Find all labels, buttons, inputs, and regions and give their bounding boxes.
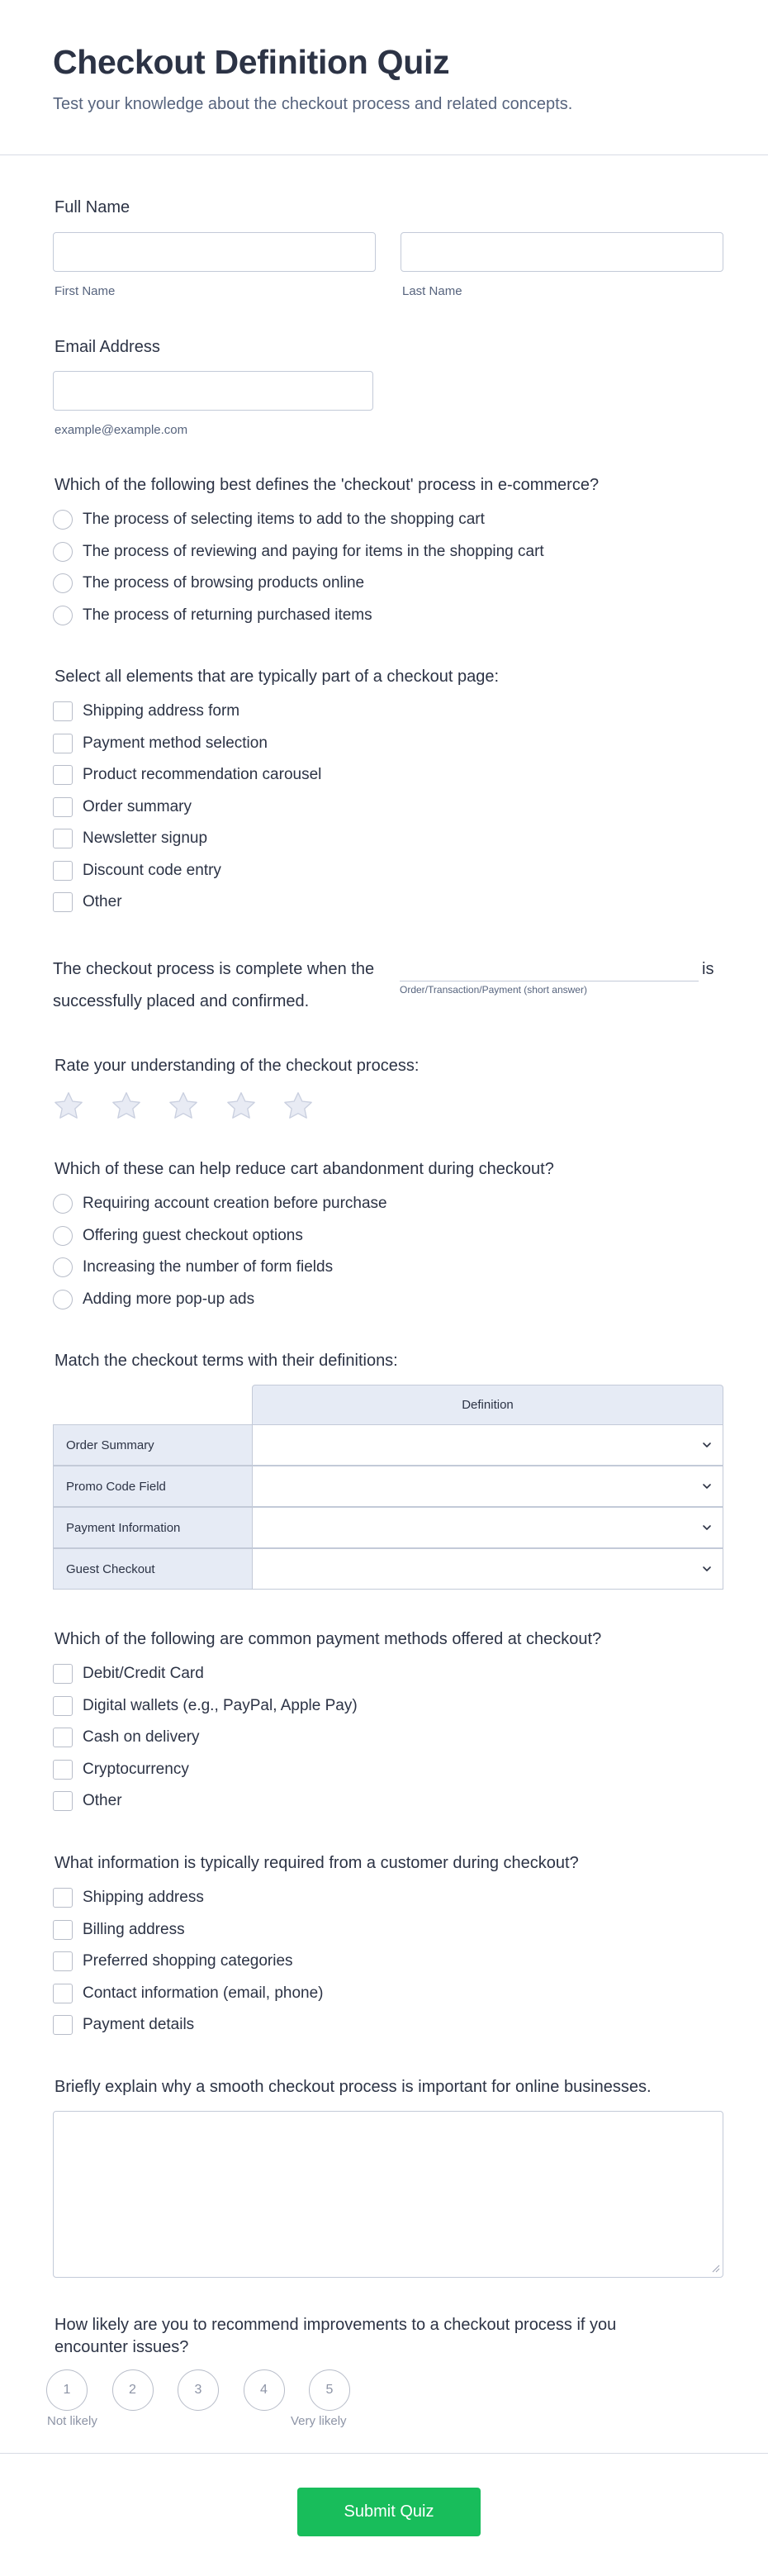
chevron-down-icon [701, 1522, 713, 1533]
star-icon[interactable] [281, 1090, 315, 1123]
question-info-option[interactable] [53, 1888, 204, 1908]
resize-handle-icon[interactable] [712, 2265, 720, 2273]
option-label: Shipping address form [83, 702, 240, 720]
radio-button[interactable] [53, 1226, 73, 1246]
scale-option[interactable]: 5 [309, 2369, 350, 2411]
radio-button[interactable] [53, 1194, 73, 1214]
question-abandon-option[interactable] [53, 1226, 303, 1246]
fill-blank-text-before: The checkout process is complete when the [53, 960, 375, 978]
option-label: The process of returning purchased items [83, 606, 372, 624]
footer-divider [0, 2453, 768, 2454]
radio-button[interactable] [53, 1257, 73, 1277]
question-info-option[interactable] [53, 1984, 323, 2003]
scale-option[interactable]: 2 [112, 2369, 154, 2411]
option-label: Other [83, 1792, 122, 1809]
matrix-dropdown[interactable] [252, 1507, 723, 1548]
star-icon[interactable] [109, 1090, 144, 1123]
scale-caption-low: Not likely [47, 2414, 97, 2428]
question-abandon-option[interactable] [53, 1257, 333, 1277]
matrix-dropdown[interactable] [252, 1466, 723, 1507]
page-subtitle: Test your knowledge about the checkout process and related concepts. [53, 95, 573, 113]
checkbox[interactable] [53, 734, 73, 753]
question-define-option[interactable] [53, 573, 364, 593]
option-label: Cash on delivery [83, 1728, 200, 1746]
last-name-sublabel: Last Name [402, 284, 462, 298]
question-scale-label-line2: encounter issues? [55, 2338, 189, 2356]
matrix-row [53, 1548, 723, 1590]
scale-option[interactable]: 4 [244, 2369, 285, 2411]
option-label: Payment details [83, 2016, 195, 2033]
matrix-row-label: Order Summary [53, 1424, 253, 1466]
matrix-row-label: Guest Checkout [53, 1548, 253, 1590]
matrix-dropdown[interactable] [252, 1424, 723, 1466]
question-elements-option[interactable] [53, 861, 221, 881]
option-label: Payment method selection [83, 734, 268, 752]
option-label: Other [83, 893, 122, 910]
rating-label: Rate your understanding of the checkout process: [55, 1057, 420, 1075]
matrix-row [53, 1424, 723, 1466]
question-scale-label-line1: How likely are you to recommend improvements to a checkout process if you [55, 2316, 617, 2334]
matrix-dropdown[interactable] [252, 1548, 723, 1590]
question-explain-label: Briefly explain why a smooth checkout process is important for online businesses. [55, 2078, 652, 2096]
option-label: Product recommendation carousel [83, 766, 322, 783]
chevron-down-icon [701, 1439, 713, 1451]
option-label: Shipping address [83, 1889, 204, 1906]
checkbox[interactable] [53, 1951, 73, 1971]
checkbox[interactable] [53, 1760, 73, 1780]
question-define-option[interactable] [53, 606, 372, 625]
question-elements-label: Select all elements that are typically part of a checkout page: [55, 668, 500, 686]
checkbox[interactable] [53, 765, 73, 785]
email-sublabel: example@example.com [55, 423, 188, 437]
question-define-option[interactable] [53, 510, 485, 530]
radio-button[interactable] [53, 573, 73, 593]
checkbox[interactable] [53, 892, 73, 912]
checkbox[interactable] [53, 1984, 73, 2003]
checkbox[interactable] [53, 2015, 73, 2035]
email-input[interactable] [53, 371, 373, 411]
first-name-sublabel: First Name [55, 284, 116, 298]
radio-button[interactable] [53, 542, 73, 562]
question-define-label: Which of the following best defines the 'checkout' process in e-commerce? [55, 476, 600, 494]
option-label: The process of reviewing and paying for items in the shopping cart [83, 542, 544, 560]
matrix-column-definition: Definition [252, 1385, 723, 1425]
form-header [0, 0, 768, 155]
explain-textarea[interactable] [53, 2111, 723, 2278]
question-abandon-label: Which of these can help reduce cart abandonment during checkout? [55, 1160, 554, 1178]
checkbox[interactable] [53, 861, 73, 881]
question-elements-option[interactable] [53, 829, 207, 848]
option-label: Contact information (email, phone) [83, 1984, 324, 2002]
question-abandon-option[interactable] [53, 1290, 254, 1309]
full-name-label: Full Name [55, 198, 130, 216]
option-label: Offering guest checkout options [83, 1226, 303, 1244]
option-label: Preferred shopping categories [83, 1952, 293, 1970]
question-info-label: What information is typically required from a customer during checkout? [55, 1854, 579, 1872]
option-label: Requiring account creation before purchase [83, 1195, 387, 1212]
last-name-input[interactable] [401, 232, 723, 272]
submit-button[interactable]: Submit Quiz [297, 2488, 481, 2536]
checkbox[interactable] [53, 1728, 73, 1747]
question-payment-option[interactable] [53, 1696, 358, 1716]
star-icon[interactable] [166, 1090, 201, 1123]
fill-blank-text-after: is [702, 960, 714, 978]
scale-caption-high: Very likely [291, 2414, 347, 2428]
question-elements-option[interactable] [53, 892, 122, 912]
matrix-row-label: Promo Code Field [53, 1466, 253, 1507]
fill-blank-input[interactable] [400, 958, 699, 981]
option-label: Digital wallets (e.g., PayPal, Apple Pay) [83, 1696, 358, 1714]
checkbox[interactable] [53, 1791, 73, 1811]
matrix-row-label: Payment Information [53, 1507, 253, 1548]
email-label: Email Address [55, 338, 160, 356]
checkbox[interactable] [53, 829, 73, 848]
radio-button[interactable] [53, 510, 73, 530]
checkbox[interactable] [53, 1920, 73, 1940]
question-match-label: Match the checkout terms with their definitions: [55, 1352, 398, 1370]
checkbox[interactable] [53, 1696, 73, 1716]
checkbox[interactable] [53, 701, 73, 721]
question-payment-option[interactable] [53, 1664, 204, 1684]
scale-option[interactable]: 1 [46, 2369, 88, 2411]
star-icon[interactable] [51, 1090, 86, 1123]
question-scale-label [55, 2314, 616, 2359]
question-payment-label: Which of the following are common payment methods offered at checkout? [55, 1630, 602, 1648]
scale-option[interactable]: 3 [178, 2369, 219, 2411]
option-label: Discount code entry [83, 861, 221, 879]
question-abandon-option[interactable] [53, 1194, 387, 1214]
question-elements-option[interactable] [53, 797, 192, 817]
fill-blank-text-line2: successfully placed and confirmed. [53, 992, 310, 1010]
option-label: Order summary [83, 797, 192, 815]
matrix-row [53, 1466, 723, 1507]
question-payment-option[interactable] [53, 1791, 122, 1811]
checkbox[interactable] [53, 1664, 73, 1684]
star-icon[interactable] [224, 1090, 258, 1123]
question-payment-option[interactable] [53, 1760, 189, 1780]
page-title: Checkout Definition Quiz [53, 43, 450, 81]
option-label: Adding more pop-up ads [83, 1290, 255, 1308]
option-label: The process of selecting items to add to the shopping cart [83, 511, 485, 528]
question-payment-option[interactable] [53, 1728, 200, 1747]
option-label: Newsletter signup [83, 829, 208, 847]
fill-blank-hint: Order/Transaction/Payment (short answer) [400, 984, 587, 996]
matrix-row [53, 1507, 723, 1548]
question-define-option[interactable] [53, 542, 544, 562]
option-label: Cryptocurrency [83, 1760, 189, 1778]
chevron-down-icon [701, 1563, 713, 1575]
question-elements-option[interactable] [53, 701, 239, 721]
checkbox[interactable] [53, 1888, 73, 1908]
question-info-option[interactable] [53, 1951, 293, 1971]
radio-button[interactable] [53, 606, 73, 625]
question-elements-option[interactable] [53, 734, 268, 753]
radio-button[interactable] [53, 1290, 73, 1309]
first-name-input[interactable] [53, 232, 376, 272]
question-info-option[interactable] [53, 1920, 185, 1940]
option-label: Debit/Credit Card [83, 1665, 204, 1682]
checkbox[interactable] [53, 797, 73, 817]
question-info-option[interactable] [53, 2015, 194, 2035]
option-label: The process of browsing products online [83, 574, 365, 592]
chevron-down-icon [701, 1480, 713, 1492]
option-label: Increasing the number of form fields [83, 1258, 334, 1276]
option-label: Billing address [83, 1920, 185, 1938]
question-elements-option[interactable] [53, 765, 321, 785]
